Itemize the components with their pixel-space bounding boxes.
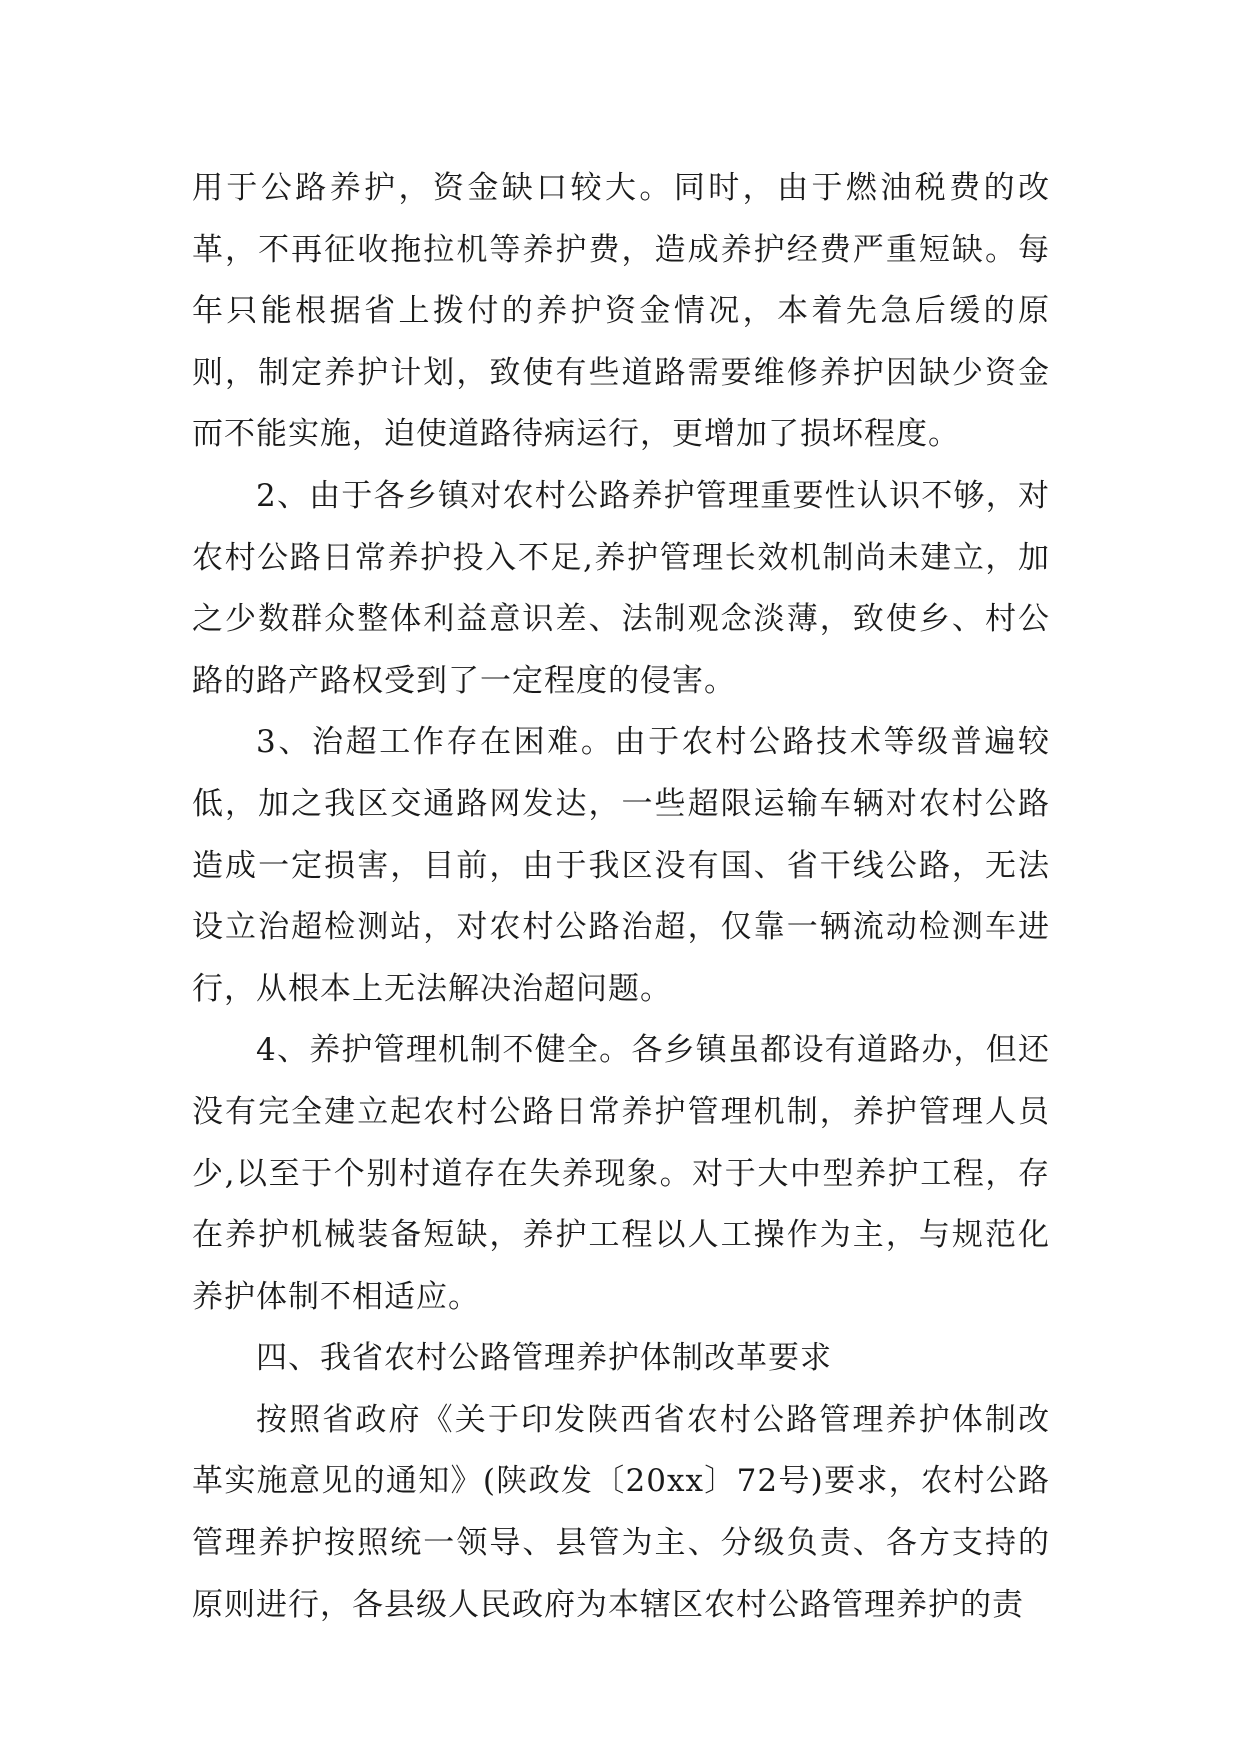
paragraph-section-4-body: 按照省政府《关于印发陕西省农村公路管理养护体制改革实施意见的通知》(陕政发〔20xx〕72号)要求，农村公路管理养护按照统一领导、县管为主、分级负责、各方支持的原则进行，各县级人民政府为本辖区农村公路管理养护的责: [192, 1401, 1050, 1623]
paragraph-item-3: 3、治超工作存在困难。由于农村公路技术等级普遍较低，加之我区交通路网发达，一些超限运输车辆对农村公路造成一定损害，目前，由于我区没有国、省干线公路，无法设立治超检测站，对农村公路治超，仅靠一辆流动检测车进行，从根本上无法解决治超问题。: [192, 724, 1050, 1007]
paragraph-item-4: 4、养护管理机制不健全。各乡镇虽都设有道路办，但还没有完全建立起农村公路日常养护管理机制，养护管理人员少,以至于个别村道存在失养现象。对于大中型养护工程，存在养护机械装备短缺，养护工程以人工操作为主，与规范化养护体制不相适应。: [192, 1032, 1050, 1315]
paragraph-item-2: 2、由于各乡镇对农村公路养护管理重要性认识不够，对农村公路日常养护投入不足,养护管理长效机制尚未建立，加之少数群众整体利益意识差、法制观念淡薄，致使乡、村公路的路产路权受到了一定程度的侵害。: [192, 477, 1050, 699]
document-body: [192, 158, 1050, 1636]
paragraph-continuation: 用于公路养护，资金缺口较大。同时，由于燃油税费的改革，不再征收拖拉机等养护费，造成养护经费严重短缺。每年只能根据省上拨付的养护资金情况，本着先急后缓的原则，制定养护计划，致使有些道路需要维修养护因缺少资金而不能实施，迫使道路待病运行，更增加了损坏程度。: [192, 170, 1050, 453]
section-heading-4: 四、我省农村公路管理养护体制改革要求: [256, 1340, 832, 1377]
